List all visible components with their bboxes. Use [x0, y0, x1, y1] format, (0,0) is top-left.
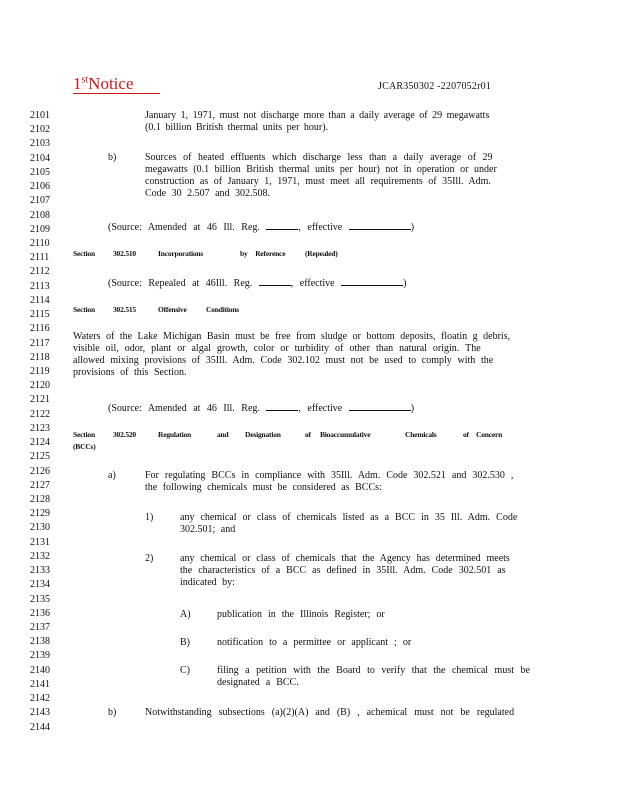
section-heading-title: Conditions	[206, 305, 240, 314]
line-number: 2102	[30, 124, 50, 136]
section-heading-title: (BCCs)	[73, 442, 96, 451]
notice-word: Notice	[88, 74, 134, 93]
blank-line	[349, 220, 411, 230]
text-line-2107: Code 30 2.507 and 302.508.	[145, 188, 271, 199]
line-number: 2140	[30, 664, 50, 676]
section-heading-status: (Repealed)	[305, 249, 338, 258]
source-note-2109	[108, 220, 414, 234]
line-number: 2123	[30, 422, 50, 434]
text-line-2101: January 1, 1971, must not discharge more than a daily average of 29 megawatts	[145, 110, 490, 121]
text-line-2135: indicated by:	[180, 577, 235, 588]
section-heading-word: Section	[73, 249, 95, 258]
source-note-text: (Source: Amended at 46 Ill. Reg.	[108, 222, 260, 233]
text-line-2144: Notwithstanding subsections (a)(2)(A) and (B) , achemical must not be regulated	[145, 707, 515, 718]
section-heading-title: Offensive	[158, 305, 187, 314]
line-number: 2139	[30, 650, 50, 662]
section-heading-number: 302.510	[113, 249, 136, 258]
source-effective: , effective	[290, 278, 335, 289]
line-number: 2126	[30, 465, 50, 477]
list-label-C: C)	[180, 665, 190, 676]
source-close: )	[410, 222, 415, 233]
blank-line	[259, 276, 291, 286]
text-line-2120: provisions of this Section.	[73, 367, 187, 378]
line-number: 2105	[30, 166, 50, 178]
line-number: 2117	[30, 337, 50, 349]
line-number: 2107	[30, 195, 50, 207]
text-line-2130: any chemical or class of chemicals listed as a BCC in 35 Ill. Adm. Code	[180, 512, 518, 523]
section-heading-number: 302.520	[113, 430, 136, 439]
notice-superscript: st	[81, 74, 89, 86]
line-number: 2128	[30, 493, 50, 505]
text-line-2128: the following chemicals must be considered as BCCs:	[145, 482, 382, 493]
line-number: 2113	[30, 280, 50, 292]
line-number: 2131	[30, 536, 50, 548]
section-heading-title: Concern	[476, 430, 503, 439]
source-close: )	[410, 403, 415, 414]
line-number: 2109	[30, 223, 50, 235]
source-close: )	[403, 278, 407, 289]
text-line-2133: any chemical or class of chemicals that the Agency has determined meets	[180, 553, 510, 564]
line-number: 2142	[30, 693, 50, 704]
document-id: JCAR350302 -2207052r01	[378, 81, 492, 92]
line-number: 2116	[30, 323, 50, 335]
source-effective: , effective	[298, 222, 343, 233]
list-label-b2: b)	[108, 707, 117, 718]
line-number: 2121	[30, 394, 50, 406]
text-line-2118: visible oil, odor, plant or algal growth, color or turbidity of other than natural origin. The	[73, 343, 481, 354]
list-label-a: a)	[108, 470, 116, 481]
line-number: 2118	[30, 351, 50, 363]
blank-line	[266, 220, 298, 230]
source-effective: , effective	[298, 403, 343, 414]
list-label-A: A)	[180, 609, 191, 620]
list-label-2: 2)	[145, 553, 154, 564]
line-number: 2104	[30, 152, 50, 164]
source-note-2122	[108, 401, 414, 415]
section-heading-title: of	[463, 430, 469, 439]
section-heading-title: Designation	[245, 430, 281, 439]
line-number: 2110	[30, 238, 50, 249]
list-label-B: B)	[180, 637, 190, 648]
notice-label	[73, 74, 134, 94]
text-line-2127: For regulating BCCs in compliance with 35Ill. Adm. Code 302.521 and 302.530 ,	[145, 470, 514, 481]
notice-number: 1	[73, 74, 82, 93]
line-number: 2133	[30, 565, 50, 576]
line-number: 2114	[30, 294, 50, 306]
line-number: 2141	[30, 678, 50, 690]
line-number: 2120	[30, 380, 50, 392]
text-line-2134: the characteristics of a BCC as defined in 35Ill. Adm. Code 302.501 as	[180, 565, 506, 576]
line-number: 2134	[30, 579, 50, 591]
section-heading-word: Section	[73, 430, 95, 439]
line-number: 2106	[30, 181, 50, 193]
line-number: 2127	[30, 479, 50, 491]
section-heading-title: Regulation	[158, 430, 192, 439]
text-line-2104: Sources of heated effluents which discharge less than a daily average of 29	[145, 152, 493, 163]
source-note-text: (Source: Repealed at 46Ill. Reg.	[108, 278, 253, 289]
blank-line	[349, 401, 411, 411]
section-heading-title: Bioaccumulative	[320, 430, 371, 439]
line-number: 2135	[30, 593, 50, 605]
text-line-2137: publication in the Illinois Register; or	[217, 609, 385, 620]
line-number: 2101	[30, 110, 50, 121]
section-heading-title: of	[305, 430, 311, 439]
text-line-2139: notification to a permittee or applicant ; or	[217, 637, 412, 648]
blank-line	[266, 401, 298, 411]
line-number: 2112	[30, 266, 50, 278]
line-number: 2129	[30, 508, 50, 520]
text-line-2119: allowed mixing provisions of 35Ill. Adm. Code 302.102 must not be used to comply with the	[73, 355, 494, 366]
source-note-2113	[108, 276, 406, 290]
line-number: 2108	[30, 209, 50, 221]
section-heading-title: by Reference	[240, 249, 286, 258]
line-number: 2144	[30, 721, 50, 733]
line-number: 2132	[30, 550, 50, 562]
notice-underline	[73, 93, 160, 94]
line-number: 2111	[30, 252, 50, 264]
text-line-2105: megawatts (0.1 billion British thermal units per hour) not in operation or under	[145, 164, 497, 175]
line-number: 2130	[30, 522, 50, 534]
line-number: 2122	[30, 408, 50, 420]
section-heading-title: Chemicals	[405, 430, 437, 439]
section-heading-title: Incorporations	[158, 249, 204, 258]
line-number: 2136	[30, 607, 50, 619]
line-number: 2124	[30, 437, 50, 449]
line-number: 2115	[30, 309, 50, 321]
line-number: 2138	[30, 636, 50, 648]
line-number: 2137	[30, 621, 50, 633]
line-number: 2119	[30, 366, 50, 377]
line-number: 2125	[30, 451, 50, 463]
section-heading-word: Section	[73, 305, 95, 314]
text-line-2102: (0.1 billion British thermal units per hour).	[145, 122, 329, 133]
line-number: 2103	[30, 138, 50, 150]
list-label-1: 1)	[145, 512, 154, 523]
text-line-2141: filing a petition with the Board to verify that the chemical must be	[217, 665, 530, 676]
blank-line	[341, 276, 403, 286]
text-line-2117: Waters of the Lake Michigan Basin must be free from sludge or bottom deposits, floatin g debris,	[73, 331, 511, 342]
text-line-2106: construction as of January 1, 1971, must meet all requirements of 35Ill. Adm.	[145, 176, 491, 187]
list-label-b: b)	[108, 152, 117, 163]
source-note-text: (Source: Amended at 46 Ill. Reg.	[108, 403, 260, 414]
text-line-2142: designated a BCC.	[217, 677, 299, 688]
section-heading-title: and	[217, 430, 229, 439]
line-number: 2143	[30, 707, 50, 719]
section-heading-number: 302.515	[113, 305, 136, 314]
text-line-2131: 302.501; and	[180, 524, 236, 535]
